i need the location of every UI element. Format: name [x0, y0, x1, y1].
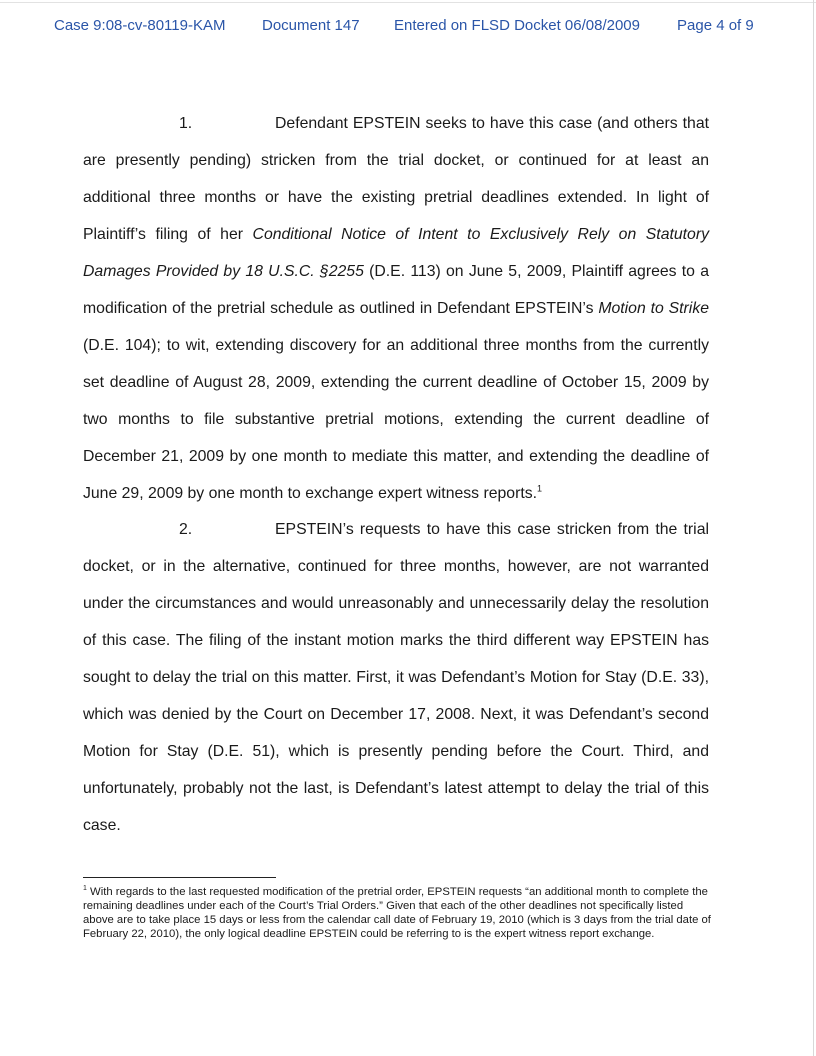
- footnote-reference: 1: [537, 483, 543, 494]
- document-number: Document 147: [262, 17, 360, 34]
- footnote-text: With regards to the last requested modification of the pretrial order, EPSTEIN requests “an additional month to complete the remaining deadlines under each of the Court’s Trial Orders.” Given that each of the other deadlines not specifically listed above are to take place 15 days or less from the calendar call date of February 19, 2010 (which is 3 days from the trial date of February 22, 2010), the only logical deadline EPSTEIN could be referring to is the expert witness report exchange.: [83, 886, 711, 940]
- paragraph-text: Defendant EPSTEIN seeks to have this case (and others that are presently pending) stricken from the trial docket, or continued for at least an additional three months or have the existing pretrial deadlines extended. In light of Plaintiff’s filing of her: [83, 115, 709, 243]
- page-top-edge: [0, 2, 816, 3]
- footnote-separator: [83, 877, 276, 878]
- footnote: [83, 885, 713, 941]
- paragraph-1: [83, 105, 709, 512]
- page-indicator: Page 4 of 9: [677, 17, 754, 34]
- cited-filing-title: Conditional Notice of Intent to Exclusively Rely on Statutory Damages Provided by 18 U.S.C. §2255: [83, 226, 709, 280]
- paragraph-text: (D.E. 104); to wit, extending discovery for an additional three months from the currently set deadline of August 28, 2009, extending the current deadline of October 15, 2009 by two months to file substantive pretrial motions, extending the current deadline of December 21, 2009 by one month to mediate this matter, and extending the deadline of June 29, 2009 by one month to exchange expert witness reports.: [83, 337, 709, 502]
- docket-entry-date: Entered on FLSD Docket 06/08/2009: [394, 17, 640, 34]
- paragraph-number: 1.: [179, 115, 193, 132]
- paragraph-2: [83, 511, 709, 844]
- paragraph-number: 2.: [179, 521, 193, 538]
- case-number: Case 9:08-cv-80119-KAM: [54, 17, 226, 34]
- paragraph-text: (D.E. 113) on June 5, 2009, Plaintiff agrees to a modification of the pretrial schedule as outlined in Defendant EPSTEIN’s: [83, 263, 709, 317]
- page-right-edge: [813, 0, 814, 1056]
- paragraph-text: EPSTEIN’s requests to have this case stricken from the trial docket, or in the alternative, continued for three months, however, are not warranted under the circumstances and would unreasonably and unnecessarily delay the resolution of this case. The filing of the instant motion marks the third different way EPSTEIN has sought to delay the trial on this matter. First, it was Defendant’s Motion for Stay (D.E. 33), which was denied by the Court on December 17, 2008. Next, it was Defendant’s second Motion for Stay (D.E. 51), which is presently pending before the Court. Third, and unfortunately, probably not the last, is Defendant’s latest attempt to delay the trial of this case.: [83, 521, 709, 834]
- footnote-marker: 1: [83, 885, 87, 893]
- cited-motion-title: Motion to Strike: [598, 300, 710, 317]
- docket-header: [0, 17, 816, 41]
